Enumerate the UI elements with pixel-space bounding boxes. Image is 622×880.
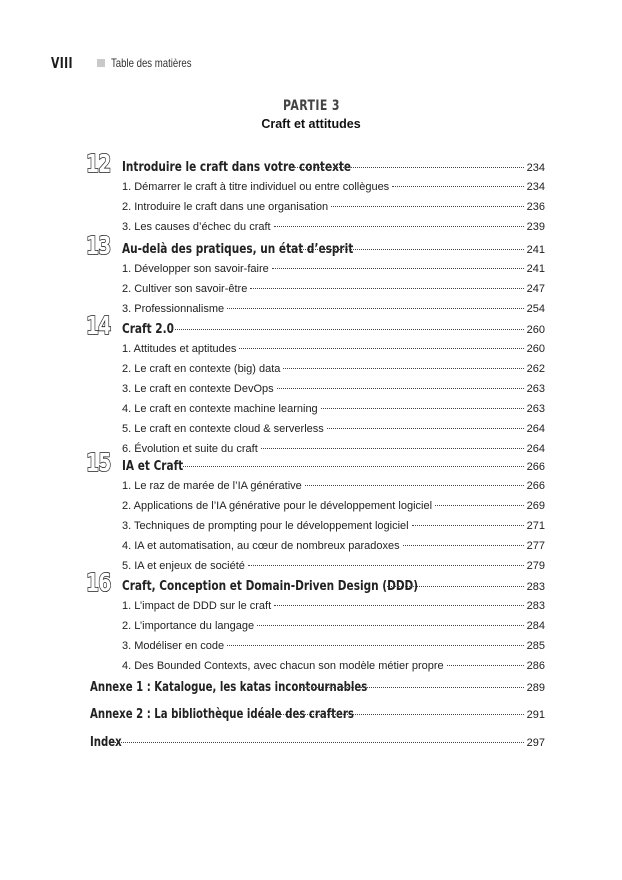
chapter-14 [86,311,545,459]
annex-row[interactable] [90,677,545,697]
section-label: 2. L’importance du langage [122,620,255,632]
leader-dots [403,545,524,546]
section-row[interactable] [122,656,545,676]
page-number: VIII [51,54,73,72]
section-label: 5. IA et enjeux de société [122,560,245,572]
section-row[interactable] [122,419,545,439]
page-ref: 263 [526,403,545,415]
section-row[interactable] [122,299,545,319]
section-label: 1. L’impact de DDD sur le craft [122,600,272,612]
page-ref: 269 [526,500,545,512]
leader-dots [257,625,524,626]
section-label: 2. Le craft en contexte (big) data [122,363,281,375]
page-ref: 284 [526,620,545,632]
page-ref: 283 [526,581,545,593]
section-row[interactable] [122,279,545,299]
chapter-title: Craft, Conception et Domain-Driven Design (DDD) [122,578,419,594]
chapter-16 [86,568,545,676]
leader-dots [435,505,524,506]
section-label: 3. Modéliser en code [122,640,225,652]
chapter-title-row[interactable] [122,576,545,596]
page-ref: 289 [526,682,545,694]
chapter-number-badge: 16 [86,568,111,597]
page-ref: 266 [526,480,545,492]
annex-title: Annexe 2 : La bibliothèque idéale des crafters [90,707,354,722]
section-row[interactable] [122,516,545,536]
leader-dots [239,348,523,349]
page-ref: 297 [526,737,545,749]
section-row[interactable] [122,379,545,399]
leader-dots [274,605,523,606]
section-row[interactable] [122,636,545,656]
section-row[interactable] [122,556,545,576]
chapter-12 [86,149,545,237]
chapter-title: Au-delà des pratiques, un état d’esprit [122,241,354,257]
page-ref: 236 [526,201,545,213]
section-label: 3. Les causes d’échec du craft [122,221,271,233]
section-label: 1. Le raz de marée de l’IA générative [122,480,302,492]
leader-dots [447,665,524,666]
leader-dots [291,249,524,250]
running-header-title: Table des matières [111,56,192,70]
chapter-title-row[interactable] [122,239,545,259]
annex-1 [90,677,545,697]
section-label: 4. Le craft en contexte machine learning [122,403,318,415]
leader-dots [283,368,523,369]
leader-dots [297,687,524,688]
page-ref: 279 [526,560,545,572]
annex-2 [90,704,545,724]
part-label: PARTIE 3 [282,98,340,114]
section-row[interactable] [122,536,545,556]
leader-dots [272,268,524,269]
leader-dots [277,388,524,389]
leader-dots [271,714,524,715]
leader-dots [250,288,523,289]
leader-dots [327,428,524,429]
page-ref: 234 [526,162,545,174]
page-ref: 260 [526,324,545,336]
page-ref: 291 [526,709,545,721]
leader-dots [305,485,524,486]
leader-dots [227,308,524,309]
leader-dots [331,206,524,207]
annex-row[interactable] [90,732,545,752]
part-heading [0,97,622,131]
page-ref: 285 [526,640,545,652]
chapter-number-badge: 15 [86,448,111,477]
chapter-number-badge: 12 [86,149,111,178]
section-label: 3. Professionnalisme [122,303,225,315]
section-row[interactable] [122,399,545,419]
page-ref: 286 [526,660,545,672]
chapter-title-row[interactable] [122,456,545,476]
leader-dots [289,167,524,168]
page-ref: 241 [526,244,545,256]
leader-dots [274,226,524,227]
annex-title: Index [90,735,122,750]
leader-dots [261,448,524,449]
leader-dots [392,186,523,187]
page-ref: 234 [526,181,545,193]
section-label: 4. Des Bounded Contexts, avec chacun son modèle métier propre [122,660,444,672]
section-row[interactable] [122,496,545,516]
section-label: 3. Le craft en contexte DevOps [122,383,274,395]
page-ref: 254 [526,303,545,315]
leader-dots [183,466,524,467]
chapter-title-row[interactable] [122,157,545,177]
section-row[interactable] [122,217,545,237]
page-ref: 283 [526,600,545,612]
section-label: 3. Techniques de prompting pour le développement logiciel [122,520,409,532]
page-ref: 266 [526,461,545,473]
section-label: 6. Évolution et suite du craft [122,443,258,455]
leader-dots [115,742,524,743]
chapter-title-row[interactable] [122,319,545,339]
page-ref: 264 [526,443,545,455]
index [90,732,545,752]
section-row[interactable] [122,359,545,379]
section-label: 4. IA et automatisation, au cœur de nombreux paradoxes [122,540,400,552]
section-row[interactable] [122,339,545,359]
page-ref: 247 [526,283,545,295]
leader-dots [175,329,524,330]
leader-dots [387,586,524,587]
section-label: 1. Développer son savoir-faire [122,263,269,275]
section-label: 5. Le craft en contexte cloud & serverless [122,423,324,435]
chapter-13 [86,231,545,319]
page-ref: 260 [526,343,545,355]
annex-row[interactable] [90,704,545,724]
section-row[interactable] [122,177,545,197]
section-label: 2. Applications de l’IA générative pour le développement logiciel [122,500,433,512]
section-row[interactable] [122,197,545,217]
section-label: 1. Attitudes et aptitudes [122,343,237,355]
page-ref: 271 [526,520,545,532]
page-ref: 264 [526,423,545,435]
leader-dots [412,525,524,526]
square-bullet-icon [97,59,105,67]
annex-title: Annexe 1 : Katalogue, les katas incontournables [90,680,368,695]
section-row[interactable] [122,596,545,616]
chapter-number-badge: 13 [86,231,111,260]
chapter-title: Introduire le craft dans votre contexte [122,159,352,175]
section-row[interactable] [122,616,545,636]
section-row[interactable] [122,259,545,279]
chapter-title: IA et Craft [122,458,184,474]
section-label: 2. Introduire le craft dans une organisation [122,201,329,213]
section-label: 2. Cultiver son savoir-être [122,283,248,295]
section-row[interactable] [122,476,545,496]
page-ref: 262 [526,363,545,375]
chapter-title: Craft 2.0 [122,321,174,337]
page-ref: 241 [526,263,545,275]
leader-dots [227,645,524,646]
page-ref: 239 [526,221,545,233]
leader-dots [248,565,524,566]
leader-dots [321,408,524,409]
page-ref: 263 [526,383,545,395]
part-title: Craft et attitudes [261,117,361,131]
section-label: 1. Démarrer le craft à titre individuel ou entre collègues [122,181,390,193]
chapter-number-badge: 14 [86,311,111,340]
running-header [51,53,212,73]
page-ref: 277 [526,540,545,552]
